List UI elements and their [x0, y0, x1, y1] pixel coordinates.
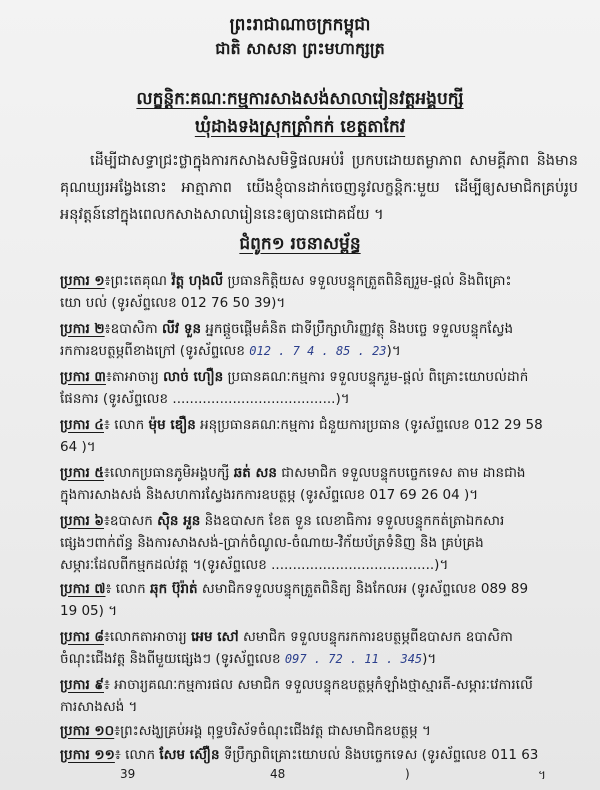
member-name: ម៉ុម ឌឿន: [148, 417, 196, 433]
intro-text: ដើម្បីជាសទ្ធាជ្រះថ្លាក្នុងការកសាងសមិទ្ធិផលអប់រំ ប្រកបដោយតម្លាភាព សាមគ្គីភាព និងមានគុណឃ្យរអង្វែងនោះ អាត្មាភាព យើងខ្ញុំបានដាក់ចេញនូវលក្ខន្តិកៈមួយ ដើម្បីឲ្យសមាជិកគ្រប់រូបអនុវត្តន៍នៅក្នុងពេលកសាងសាលារៀននេះឲ្យបានជោគជ័យ ។: [60, 153, 578, 223]
article-label: ប្រការ ៤: [60, 417, 104, 433]
article-label: ប្រការ ៥: [60, 465, 104, 481]
article-label: ប្រការ ៦: [60, 513, 104, 529]
handwritten-phone: 012 . 7 4 . 85 . 23: [249, 344, 387, 358]
article-3: ប្រការ ៣៖តាអាចារ្យ លាច់ ហឿន ប្រធានគណៈកម្មការ ទទួលបន្ទុករួម-ផ្តល់ ពិគ្រោះយោបល់ដាក់ ផែនការ (ទូរស័ព្ទលេខ ......................................)។: [60, 369, 529, 407]
article-7: ប្រការ ៧៖ លោក ឆុក ប៊ុរ៉ាត់ សមាជិកទទួលបន្ទុកត្រួតពិនិត្យ និងកែលអ (ទូរស័ព្ទលេខ 089 89 19 05) ។: [60, 581, 529, 619]
article-5: ប្រការ ៥៖លោកប្រធានភូមិអង្គបក្សី ឆត់ សន ជាសមាជិក ទទួលបន្ទុកបច្ចេកទេស តាម ដានជាង ក្នុងការសាងសង់ និងសហការស្វែងរកការឧបត្ថម្ភ (ទូរស័ព្ទលេខ 017 69 26 04 )។: [60, 465, 526, 503]
document-subtitle: ឃុំដាងទងស្រុកត្រាំកក់ ខេត្តតាកែវ: [194, 117, 406, 137]
handwritten-phone: 097 . 72 . 11 . 345: [284, 652, 423, 666]
article-8: ប្រការ ៨៖លោកតាអាចារ្យ អេម សៅ សមាជិក ទទួលបន្ទុករកការឧបត្ថម្ភពីឧបាសក ឧបាសិកា ចំណុះជើងវត្ត និងពីមួយផ្សេងៗ (ទូរស័ព្ទលេខ 097 . 72 . 11 . 345)។: [60, 629, 513, 667]
kingdom-heading: ព្រះរាជាណាចក្រកម្ពុជា: [229, 15, 371, 35]
footer-number-a: 39: [120, 767, 136, 781]
article-9: ប្រការ ៩៖ អាចារ្យគណៈកម្មការផល សមាជិក ទទួលបន្ទុកឧបត្ថម្ភកំឡាំងថ្មាស្មារតី-សម្ភារៈវេការលើ ការសាងសង់ ។: [60, 677, 533, 715]
article-2: ប្រការ ២៖ឧបាសិកា លីវ ទួន អ្នកផ្តួចផ្តើមគំនិត ជាទីប្រឹក្សាហិរញ្ញវត្ថុ និងបច្ចេ ទទួលបន្ទុកស្វែង រកការឧបត្ថម្ភពីខាងក្រៅ (ទូរស័ព្ទលេខ 012 . 7 4 . 85 . 23)។: [60, 321, 514, 359]
article-1: ប្រការ ១៖ព្រះតេគុណ វ៉ត្ត ហុងលី ប្រធានកិត្តិយស ទទួលបន្ទុកត្រួតពិនិត្យរួម-ផ្តល់ និងពិគ្រោះ យោ បល់ (ទូរស័ព្ទលេខ 012 76 50 39)។: [60, 273, 512, 311]
member-name: លាច់ ហឿន: [163, 369, 224, 385]
article-label: ប្រការ ១១: [60, 747, 115, 763]
document-title: លក្ខន្តិកៈគណៈកម្មការសាងសង់សាលារៀនវត្តអង្គបក្សី: [136, 89, 464, 109]
member-name: សែម ស៊ឿន: [159, 747, 220, 763]
member-name: លីវ ទួន: [162, 321, 202, 337]
footer-number-b: 48: [270, 767, 286, 781]
footer-end-mark: ។: [538, 768, 546, 782]
intro-paragraph: [60, 148, 578, 229]
article-11: ប្រការ ១១៖ លោក សែម ស៊ឿន ទីប្រឹក្សាពិគ្រោះយោបល់ និងបច្ចេកទេស (ទូរស័ព្ទលេខ 011 63: [60, 747, 539, 763]
member-name: ស៊ិន អួន: [157, 513, 201, 529]
article-4: ប្រការ ៤៖ លោក ម៉ុម ឌឿន អនុប្រធានគណៈកម្មការ ជំនួយការប្រធាន (ទូរស័ព្ទលេខ 012 29 58 64 )។: [60, 417, 543, 455]
member-name: ឆត់ សន: [233, 465, 277, 481]
article-6: ប្រការ ៦៖ឧបាសក ស៊ិន អួន និងឧបាសក ខែត ទួន លេខាធិការ ទទួលបន្ទុកកត់ត្រាឯកសារ ផ្សេងៗពាក់ព័ន្ធ និងការសាងសង់-ប្រាក់ចំណូល-ចំណាយ-វិក័យប័ត្រទំនិញ និង គ្រប់គ្រង សម្ភារៈដែលពីកម្មកដល់វត្ត ។(ទូរស័ព្ទលេខ ......................................)។: [60, 513, 505, 573]
article-label: ប្រការ ១០: [60, 723, 115, 739]
member-name: អេម សៅ: [191, 629, 239, 645]
article-label: ប្រការ ៣: [60, 369, 106, 385]
article-label: ប្រការ ៧: [60, 581, 106, 597]
member-name: វ៉ត្ត ហុងលី: [171, 273, 224, 289]
article-10: ប្រការ ១០៖ព្រះសង្ឃគ្រប់អង្គ ពុទ្ធបរិស័ទចំណុះជើងវត្ត ជាសមាជិកឧបត្ថម្ភ ។: [60, 723, 431, 739]
article-label: ប្រការ ១: [60, 273, 105, 289]
article-label: ប្រការ ៨: [60, 629, 104, 645]
footer-paren: ): [405, 767, 410, 781]
article-label: ប្រការ ២: [60, 321, 105, 337]
motto-heading: ជាតិ សាសនា ព្រះមហាក្សត្រ: [215, 39, 385, 58]
chapter-heading: ជំពូក១ រចនាសម្ព័ន្ធ: [239, 234, 361, 254]
member-name: ឆុក ប៊ុរ៉ាត់: [150, 581, 198, 597]
article-label: ប្រការ ៩: [60, 677, 104, 693]
